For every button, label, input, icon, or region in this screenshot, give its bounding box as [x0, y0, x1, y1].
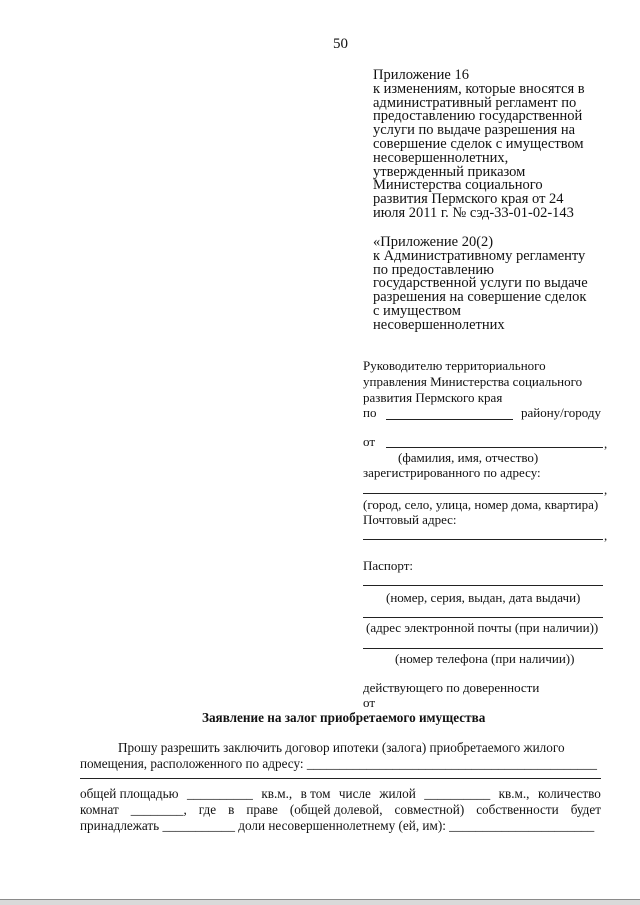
rayon-label: району/городу [521, 405, 602, 420]
postal-address-field[interactable] [363, 539, 603, 540]
statement-word: где [198, 802, 217, 817]
statement-word: кв.м., [261, 786, 293, 801]
rayon-field[interactable] [386, 419, 513, 420]
statement-word: (общей долевой, [289, 802, 383, 817]
statement-word: в [228, 802, 235, 817]
registered-address-field[interactable] [363, 493, 603, 494]
appendix-16-line: несовершеннолетних, [373, 149, 509, 166]
passport-label: Паспорт: [363, 558, 414, 573]
comma: , [604, 482, 608, 497]
appendix-20-line: несовершеннолетних [373, 316, 505, 333]
statement-title: Заявление на залог приобретаемого имущества [202, 710, 486, 725]
addressee-line: Руководителю территориального [363, 358, 546, 373]
statement-word: в том [300, 786, 331, 801]
appendix-16-line: развития Пермского края от 24 [373, 191, 564, 208]
email-field[interactable] [363, 617, 603, 618]
statement-word: собственности [476, 802, 559, 817]
fio-field[interactable] [386, 447, 603, 448]
appendix-20-line: разрешения на совершение сделок [373, 289, 587, 306]
appendix-16-line: утвержденный приказом [373, 163, 526, 180]
comma: , [604, 436, 608, 451]
phone-caption: (номер телефона (при наличии)) [395, 651, 575, 666]
appendix-16-line: совершение сделок с имуществом [373, 135, 584, 152]
statement-word: количество [537, 786, 601, 801]
appendix-20-line: по предоставлению [373, 261, 494, 278]
ot-label: от [363, 434, 376, 449]
statement-word: праве [246, 802, 278, 817]
appendix-16-block [373, 69, 585, 221]
statement-word: общей площадью [80, 786, 179, 801]
fio-caption: (фамилия, имя, отчество) [398, 450, 539, 465]
appendix-20-block [373, 236, 588, 333]
appendix-20-line: к Административному регламенту [373, 247, 586, 264]
address-caption: (город, село, улица, номер дома, квартира) [363, 497, 599, 512]
email-caption: (адрес электронной почты (при наличии)) [366, 620, 599, 635]
rooms-field[interactable]: ________, [130, 802, 187, 817]
page-number: 50 [333, 36, 348, 52]
statement-word: совместной) [394, 802, 465, 817]
phone-field[interactable] [363, 648, 603, 649]
appendix-16-line: Приложение 16 [373, 67, 469, 83]
appendix-16-line: административный регламент по [373, 94, 577, 111]
statement-line: Прошу разрешить заключить договор ипотеки (залога) приобретаемого жилого [118, 740, 565, 755]
page-bottom-edge [0, 899, 640, 905]
po-label: по [363, 405, 377, 420]
statement-line [80, 802, 601, 818]
postal-label: Почтовый адрес: [363, 512, 457, 527]
appendix-16-line: услуги по выдаче разрешения на [373, 122, 576, 139]
registered-label: зарегистрированного по адресу: [363, 465, 541, 480]
proxy-label: действующего по доверенности [363, 680, 540, 695]
statement-word: жилой [379, 786, 416, 801]
addressee-line: управления Министерства социального [363, 374, 583, 389]
statement-word: числе [338, 786, 371, 801]
appendix-20-line: «Приложение 20(2) [373, 234, 494, 250]
living-area-field[interactable]: __________ [424, 786, 491, 801]
area-field[interactable]: __________ [186, 786, 253, 801]
comma: , [604, 528, 608, 543]
proxy-ot-label: от [363, 695, 376, 710]
passport-field[interactable] [363, 585, 603, 586]
appendix-16-line: к изменениям, которые вносятся в [373, 80, 585, 97]
passport-caption: (номер, серия, выдан, дата выдачи) [386, 590, 581, 605]
appendix-16-line: Министерства социального [373, 177, 543, 194]
appendix-16-line: предоставлению государственной [373, 108, 583, 125]
statement-line: помещения, расположенного по адресу: ____________________________________________ [80, 756, 597, 771]
statement-line [80, 786, 601, 802]
statement-word: комнат [80, 802, 119, 817]
addressee-line: развития Пермского края [363, 390, 503, 405]
statement-word: кв.м., [498, 786, 530, 801]
statement-line: принадлежать ___________ доли несовершеннолетнему (ей, им): ______________________ [80, 818, 595, 833]
statement-word: будет [570, 802, 601, 817]
address-continuation-field[interactable] [80, 778, 601, 779]
appendix-20-line: с имуществом [373, 302, 461, 319]
appendix-16-line: июля 2011 г. № сэд-33-01-02-143 [373, 204, 574, 221]
appendix-20-line: государственной услуги по выдаче [373, 275, 588, 292]
